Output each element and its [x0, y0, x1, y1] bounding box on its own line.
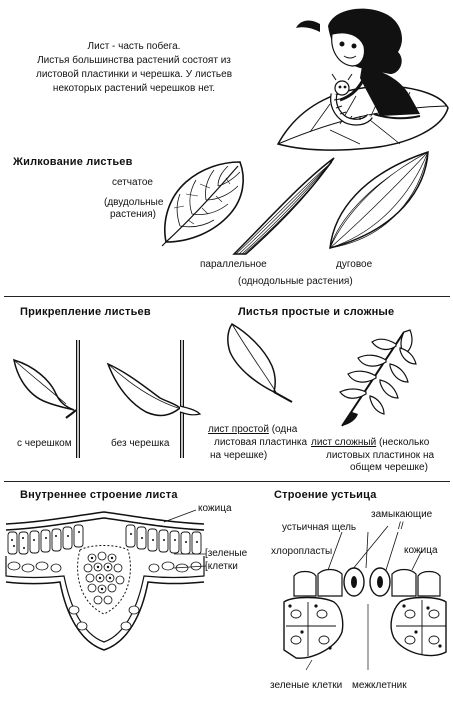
guard-cells-label: замыкающие [371, 509, 433, 520]
leaf-cross-section-drawing [4, 510, 206, 670]
attachment-heading: Прикрепление листьев [20, 306, 151, 318]
green-cells-label-1: [зеленые [205, 548, 248, 559]
arcuate-label: дуговое [336, 259, 373, 270]
simple-leaf-caption [208, 424, 297, 436]
simple-leaf-term: лист простой [208, 424, 269, 435]
green-cells-bottom-label: зеленые клетки [270, 680, 343, 691]
petiolate-label: с черешком [17, 438, 72, 449]
compound-leaf-caption [311, 437, 429, 449]
simple-leaf-drawing [224, 322, 296, 404]
dicots-label-1: (двудольные [104, 197, 164, 208]
reticulate-label: сетчатое [112, 177, 153, 188]
stoma-heading: Строение устьица [274, 489, 377, 501]
chloroplasts-label: хлоропласты [271, 546, 333, 557]
intro-line-1: Лист - часть побега. [87, 41, 181, 52]
compound-leaf-desc-1: (несколько [378, 437, 430, 448]
venation-heading: Жилкование листьев [13, 156, 133, 168]
stomatal-slit-label: устьичная щель [282, 522, 357, 533]
intro-line-4: некоторых растений черешков нет. [52, 83, 216, 94]
compound-leaf-drawing [334, 326, 420, 430]
intercellular-space-label: межклетник [352, 680, 407, 691]
compound-leaf-desc-3: общем черешке) [350, 462, 428, 473]
stoma-skin-label: кожица [404, 545, 438, 556]
sessile-label: без черешка [111, 438, 170, 449]
parallel-label: параллельное [200, 259, 267, 270]
guard-cells-label-2: // [398, 521, 404, 532]
arcuate-leaf-drawing [326, 150, 430, 250]
intro-line-3: листовой пластинки и черешка. У листьев [35, 69, 233, 80]
green-cells-label-2: [клетки [205, 561, 238, 572]
section-divider-2 [4, 481, 450, 482]
section-divider-1 [4, 296, 450, 297]
simple-compound-heading: Листья простые и сложные [238, 306, 395, 318]
simple-leaf-desc-1: (одна [271, 424, 298, 435]
simple-leaf-desc-2: листовая пластинка [214, 437, 308, 448]
intro-line-2: Листья большинства растений состоят из [37, 55, 231, 66]
internal-heading: Внутреннее строение листа [20, 489, 178, 501]
parallel-leaf-drawing [232, 156, 336, 256]
stoma-structure-drawing [282, 530, 450, 678]
compound-leaf-term: лист сложный [311, 437, 377, 448]
compound-leaf-desc-2: листовых пластинок на [326, 450, 435, 461]
leaf-skin-label: кожица [198, 503, 232, 514]
monocots-label: (однодольные растения) [238, 276, 353, 287]
girl-on-leaf-illustration [270, 4, 450, 154]
dicots-label-2: растения) [110, 209, 157, 220]
simple-leaf-desc-3: на черешке) [210, 450, 268, 461]
